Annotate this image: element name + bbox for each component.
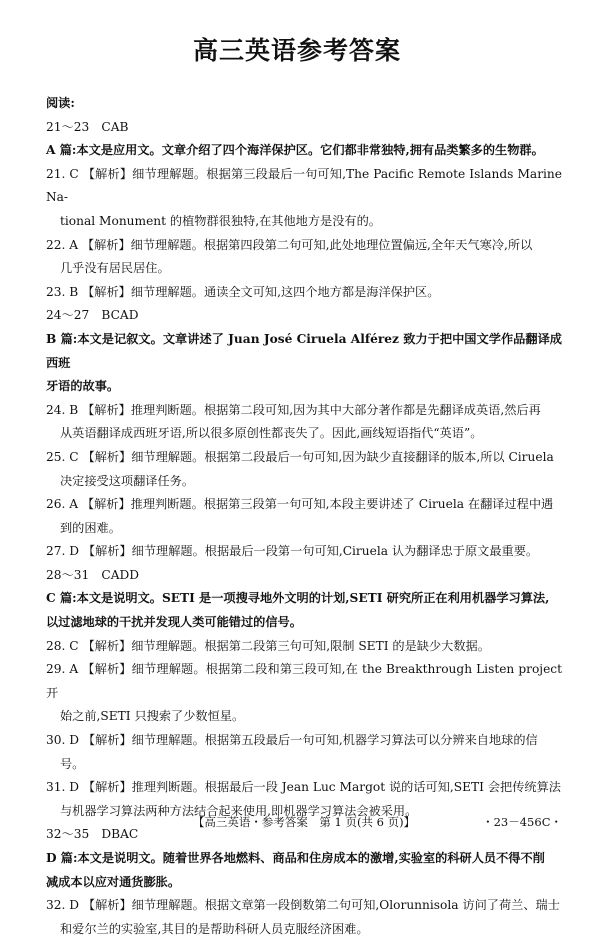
answer-25-line2: 决定接受这项翻译任务。 bbox=[60, 473, 195, 488]
answer-32-line1: 32. D 【解析】细节理解题。根据文章第一段倒数第二句可知,Olorunnisola 访问了荷兰、瑞士 bbox=[46, 898, 560, 913]
answer-29-line2: 始之前,SETI 只搜索了少数恒星。 bbox=[60, 709, 245, 724]
summary-a: A 篇:本文是应用文。文章介绍了四个海洋保护区。它们都非常独特,拥有品类繁多的生物群。 bbox=[46, 143, 544, 158]
summary-c-line1: C 篇:本文是说明文。SETI 是一项搜寻地外文明的计划,SETI 研究所正在利用机器学习算法, bbox=[46, 591, 550, 606]
reading-label: 阅读: bbox=[46, 96, 75, 110]
range-b: 24～27 BCAD bbox=[46, 308, 139, 323]
range-d: 32～35 DBAC bbox=[46, 827, 139, 842]
answer-26-line1: 26. A 【解析】推理判断题。根据第三段第一句可知,本段主要讲述了 Ciruela 在翻译过程中遇 bbox=[46, 497, 554, 512]
answer-27: 27. D 【解析】细节理解题。根据最后一段第一句可知,Ciruela 认为翻译忠于原文最重要。 bbox=[46, 544, 539, 559]
answer-29-line1: 29. A 【解析】细节理解题。根据第二段和第三段可知,在 the Breakthrough Listen project 开 bbox=[46, 662, 562, 700]
answer-21-line1: 21. C 【解析】细节理解题。根据第三段最后一句可知,The Pacific Remote Islands Marine Na- bbox=[46, 166, 562, 205]
answer-31-line2: 与机器学习算法两种方法结合起来使用,即机器学习算法会被采用。 bbox=[60, 803, 418, 818]
summary-b-line2: 牙语的故事。 bbox=[46, 379, 120, 394]
answer-31-line1: 31. D 【解析】推理判断题。根据最后一段 Jean Luc Margot 说的话可知,SETI 会把传统算法 bbox=[46, 780, 561, 795]
answer-22-line1: 22. A 【解析】细节理解题。根据第四段第二句可知,此处地理位置偏远,全年天气寒冷,所以 bbox=[46, 237, 533, 252]
footer-page-info: 【高三英语・参考答案 第 1 页(共 6 页)】 bbox=[192, 815, 416, 829]
summary-d-line2: 减成本以应对通货膨胀。 bbox=[46, 874, 181, 889]
page-title: 高三英语参考答案 bbox=[192, 36, 401, 65]
range-c: 28～31 CADD bbox=[46, 567, 140, 582]
answer-32-line2: 和爱尔兰的实验室,其目的是帮助科研人员克服经济困难。 bbox=[60, 921, 369, 936]
summary-d-line1: D 篇:本文是说明文。随着世界各地燃料、商品和住房成本的激增,实验室的科研人员不得不削 bbox=[46, 851, 545, 865]
answer-30-line2: 号。 bbox=[60, 756, 85, 771]
answer-21-line2: tional Monument 的植物群很独特,在其他地方是没有的。 bbox=[60, 213, 381, 228]
answer-25-line1: 25. C 【解析】细节理解题。根据第二段最后一句可知,因为缺少直接翻译的版本,所以 Ciruela bbox=[46, 449, 554, 464]
answer-28: 28. C 【解析】细节理解题。根据第二段第三句可知,限制 SETI 的是缺少大数据。 bbox=[46, 638, 490, 653]
answer-22-line2: 几乎没有居民居住。 bbox=[60, 261, 170, 276]
answer-26-line2: 到的困难。 bbox=[60, 520, 121, 535]
summary-c-line2: 以过滤地球的干扰并发现人类可能错过的信号。 bbox=[46, 615, 302, 630]
summary-b-line1: B 篇:本文是记叙文。文章讲述了 Juan José Ciruela Alférez 致力于把中国文学作品翻译成西班 bbox=[46, 331, 562, 370]
answer-24-line2: 从英语翻译成西班牙语,所以很多原创性都丧失了。因此,画线短语指代“英语”。 bbox=[60, 426, 483, 441]
answer-23: 23. B 【解析】细节理解题。通读全文可知,这四个地方都是海洋保护区。 bbox=[46, 284, 440, 299]
range-a: 21～23 CAB bbox=[46, 119, 129, 134]
footer-code: ・23－456C・ bbox=[482, 815, 562, 829]
answer-24-line1: 24. B 【解析】推理判断题。根据第二段可知,因为其中大部分著作都是先翻译成英语,然后再 bbox=[46, 402, 541, 417]
answer-30-line1: 30. D 【解析】细节理解题。根据第五段最后一句可知,机器学习算法可以分辨来自地球的信 bbox=[46, 733, 538, 748]
